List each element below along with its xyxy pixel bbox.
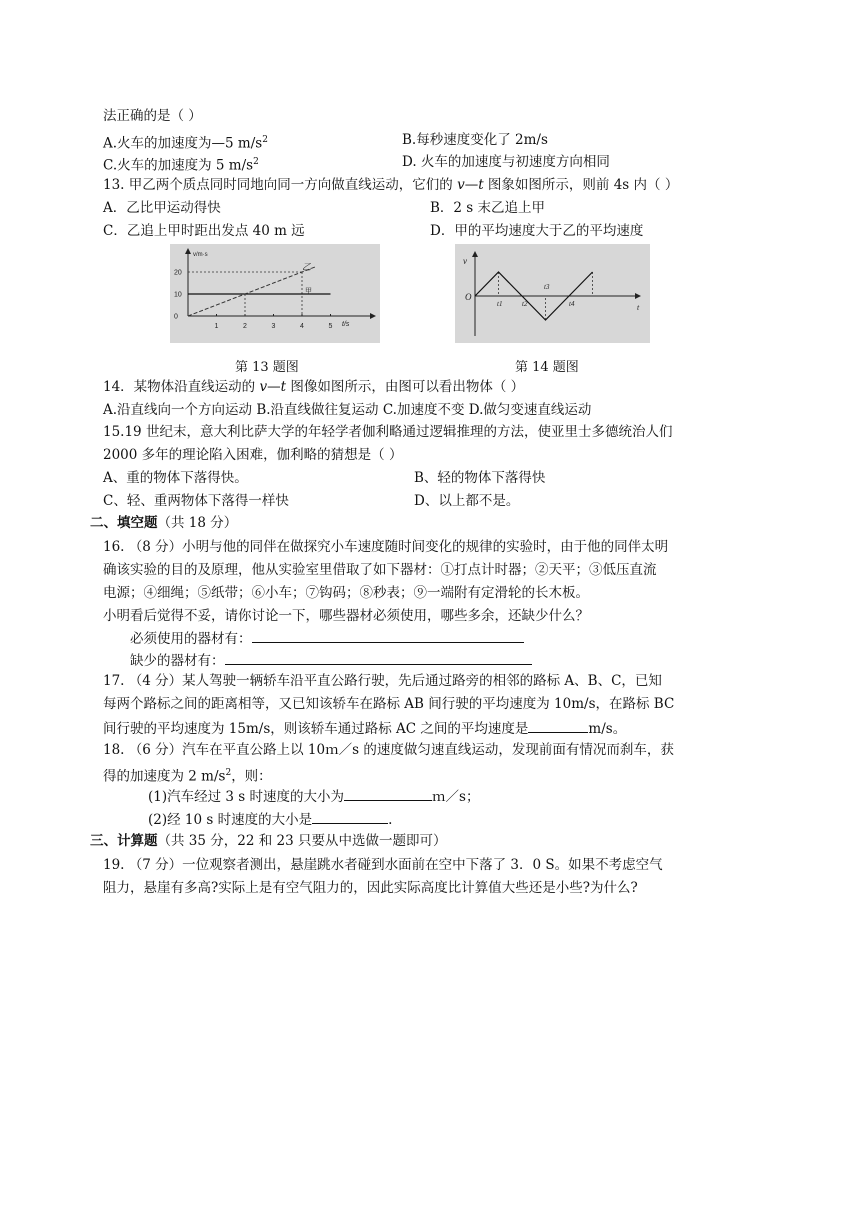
q13-option-b: B．2 s 末乙追上甲 <box>430 200 546 216</box>
q15-line-2: 2000 多年的理论陷入困难，伽利略的猜想是（ ） <box>103 447 403 463</box>
q16-line-1: 16. （8 分）小明与他的同伴在做探究小车速度随时间变化的规律的实验时，由于他的同伴太明 <box>103 539 669 555</box>
figure-13-xlabel: t/s <box>342 321 350 328</box>
figure-14-ylabel: v <box>463 256 467 266</box>
q14-options: A.沿直线向一个方向运动 B.沿直线做往复运动 C.加速度不变 D.做匀变速直线运动 <box>103 402 592 418</box>
q15-line-1: 15.19 世纪末，意大利比萨大学的年轻学者伽利略通过逻辑推理的方法，使亚里士多德统治人们 <box>103 424 673 440</box>
q16-line-2: 确该实验的目的及原理，他从实验室里借取了如下器材：①打点计时器；②天平；③低压直流 <box>103 562 657 578</box>
q17-line-2: 每两个路标之间的距离相等，又已知该轿车在路标 AB 间行驶的平均速度为 10m/s，在路标 BC <box>103 696 675 712</box>
q13-option-a: A．乙比甲运动得快 <box>103 200 221 216</box>
figure-13-y-tick: 10 <box>174 291 182 299</box>
q19-line-2: 阻力，悬崖有多高?实际上是有空气阻力的，因此实际高度比计算值大些还是小些?为什么? <box>103 880 638 896</box>
figure-13-label-yi: 乙 <box>302 262 312 272</box>
q13-stem: 13. 甲乙两个质点同时同地向同一方向做直线运动，它们的 v—t 图象如图所示，则前 4s 内（ ） <box>103 177 679 193</box>
q17-line-3: 间行驶的平均速度为 15m/s，则该轿车通过路标 AC 之间的平均速度是 m/s。 <box>103 718 626 739</box>
q18-line-2: 得的加速度为 2 $m/s^2$，则： <box>103 768 272 785</box>
figure-13-ylabel: v/m·s <box>193 252 208 258</box>
figure-14-background <box>455 244 650 343</box>
q18-sub-2-blank[interactable] <box>312 809 388 824</box>
q12-option-b: B.每秒速度变化了 2m/s <box>402 132 548 148</box>
figure-14-xlabel: t <box>637 303 640 312</box>
figure-13-x-tick-label: 4 <box>300 323 304 330</box>
q12-option-c: C.火车的加速度为 5 $m/s^2$ <box>103 157 259 174</box>
figure-13-label-jia: 甲 <box>305 288 312 295</box>
q16-line-4: 小明看后觉得不妥，请你讨论一下，哪些器材必须使用，哪些多余，还缺少什么？ <box>103 608 589 624</box>
figure-14-t2-label: t2 <box>522 300 528 308</box>
figure-13-x-tick-label: 1 <box>214 323 219 330</box>
q18-sub-1: (1)汽车经过 3 s 时速度的大小为 ｍ／s； <box>148 786 479 807</box>
q16-missing-blank[interactable] <box>225 650 532 665</box>
section-3-heading: 三、计算题（共 35 分，22 和 23 只要从中选做一题即可） <box>90 833 447 849</box>
figure-14-t4-label: t4 <box>569 300 575 308</box>
q12-option-d: D. 火车的加速度与初速度方向相同 <box>402 154 610 170</box>
q16-must-blank[interactable] <box>252 628 524 643</box>
figure-14-origin: O <box>465 292 472 302</box>
figure-13-y-tick: 20 <box>174 269 182 277</box>
q18-line-1: 18. （6 分）汽车在平直公路上以 10ｍ／s 的速度做匀速直线运动，发现前面有情况而刹车，获 <box>103 742 674 758</box>
q15-option-c: C、轻、重两物体下落得一样快 <box>103 493 289 509</box>
q19-line-1: 19. （7 分）一位观察者测出，悬崖跳水者碰到水面前在空中下落了 3．0 S。如果不考虑空气 <box>103 857 663 873</box>
figure-13-y-tick: 0 <box>174 313 178 321</box>
figure-14-chart <box>455 244 650 343</box>
q16-missing-row <box>130 650 532 671</box>
figure-13-x-tick-label: 5 <box>328 323 333 330</box>
q15-option-a: A、重的物体下落得快。 <box>103 470 248 486</box>
q12-stem-tail: 法正确的是（ ） <box>103 108 202 124</box>
q16-must-row <box>130 628 524 649</box>
q15-option-d: D、以上都不是。 <box>414 493 520 509</box>
figure-14-t3-label: t3 <box>544 283 550 291</box>
q13-option-d: D．甲的平均速度大于乙的平均速度 <box>430 223 644 239</box>
figure-13-chart <box>170 244 380 343</box>
q18-sub-1-blank[interactable] <box>344 786 432 801</box>
q14-stem: 14．某物体沿直线运动的 v—t 图像如图所示，由图可以看出物体（ ） <box>103 379 525 395</box>
q16-must-label: 必须使用的器材有： <box>130 631 252 647</box>
figure-13-x-tick-label: 2 <box>243 323 247 330</box>
q16-missing-label: 缺少的器材有： <box>130 653 225 669</box>
q15-option-b: B、轻的物体下落得快 <box>414 470 546 486</box>
figure-13-caption: 第 13 题图 <box>235 360 299 375</box>
figure-14-caption: 第 14 题图 <box>515 360 579 375</box>
figure-13-x-tick-label: 3 <box>271 323 276 330</box>
section-2-heading: 二、填空题（共 18 分） <box>90 515 238 531</box>
q12-option-a: A.火车的加速度为—5 $m/s^2$ <box>103 135 268 152</box>
q17-line-1: 17. （4 分）某人驾驶一辆轿车沿平直公路行驶，先后通过路旁的相邻的路标 A、B、C，已知 <box>103 673 662 689</box>
figure-14-t1-label: t1 <box>497 300 503 308</box>
q18-sub-2: (2)经 10 s 时速度的大小是 . <box>148 809 392 830</box>
q17-blank[interactable] <box>528 718 588 733</box>
q16-line-3: 电源；④细绳；⑤纸带；⑥小车；⑦钩码；⑧秒表；⑨一端附有定滑轮的长木板。 <box>103 585 589 601</box>
q13-option-c: C．乙追上甲时距出发点 40 m 远 <box>103 223 305 239</box>
